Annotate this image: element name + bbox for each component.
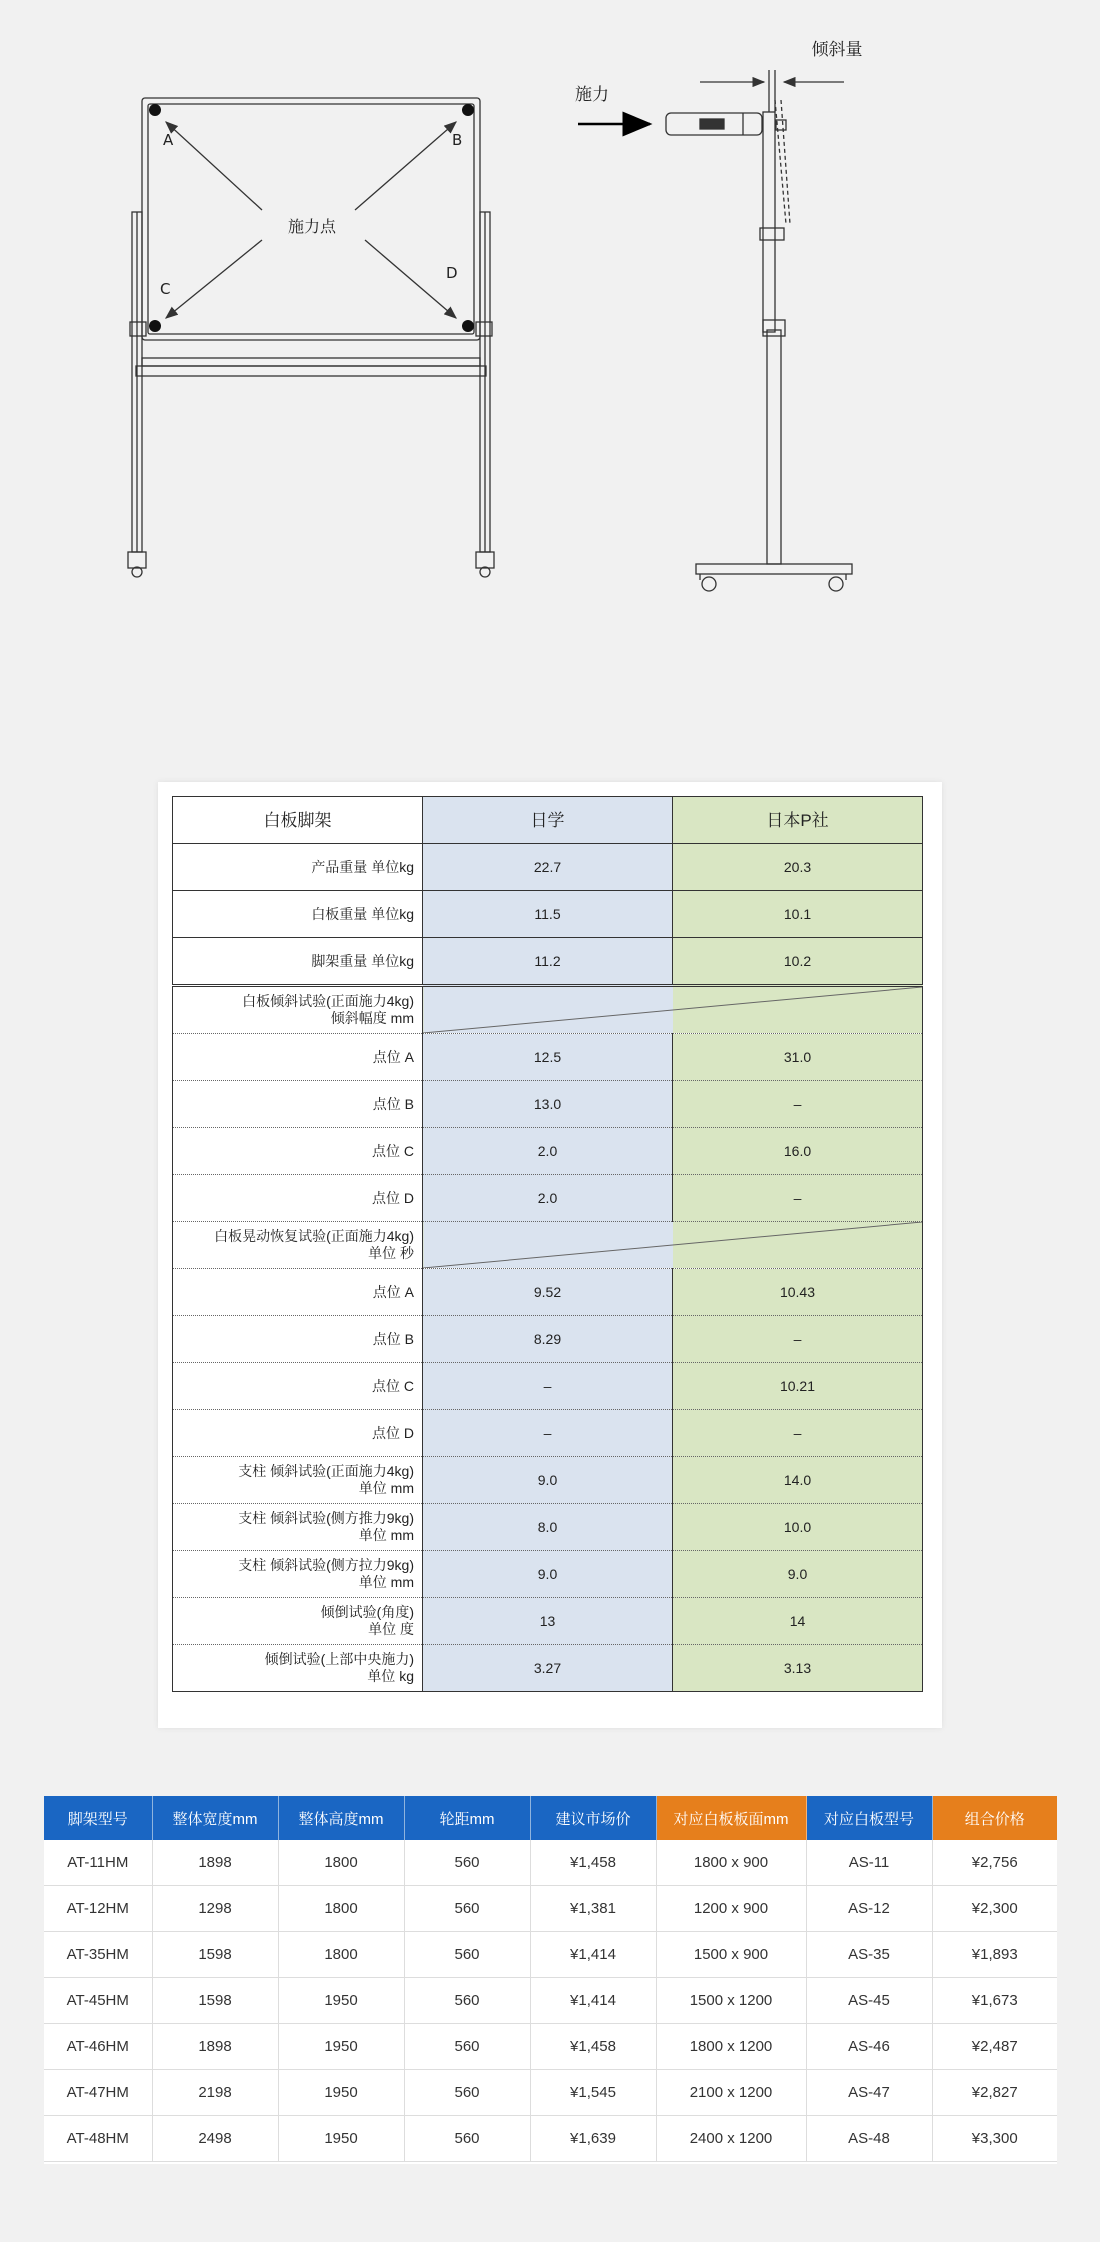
spec-cell: 560 <box>404 1978 530 2024</box>
comparison-row-label <box>173 1222 423 1269</box>
psha-value: – <box>673 1081 923 1128</box>
spec-cell: ¥1,639 <box>530 2116 656 2162</box>
comparison-row-label <box>173 1316 423 1363</box>
comparison-diagonal-cell <box>423 986 923 1034</box>
comparison-label-line: 点位 D <box>372 1424 414 1441</box>
comparison-row <box>173 1363 923 1410</box>
comparison-label-line: 单位 秒 <box>368 1245 414 1261</box>
comparison-label-line: 单位 mm <box>358 1574 414 1590</box>
spec-cell: ¥1,545 <box>530 2070 656 2116</box>
comparison-row <box>173 986 923 1034</box>
spec-cell: AT-35HM <box>44 1932 152 1978</box>
spec-cell: ¥2,756 <box>932 1840 1057 1886</box>
spec-cell: AS-45 <box>806 1978 932 2024</box>
comparison-row <box>173 1645 923 1692</box>
front-view <box>128 98 494 577</box>
comparison-label-line: 倾斜幅度 mm <box>330 1010 414 1026</box>
force-points-label: 施力点 <box>287 217 337 236</box>
spec-cell: 2400 x 1200 <box>656 2116 806 2162</box>
spec-cell: ¥1,458 <box>530 2024 656 2070</box>
comparison-row <box>173 1128 923 1175</box>
spec-cell: 1500 x 1200 <box>656 1978 806 2024</box>
spec-row <box>44 1886 1057 1932</box>
spec-cell: 1950 <box>278 2116 404 2162</box>
spec-cell: 1950 <box>278 2070 404 2116</box>
spec-cell: ¥1,414 <box>530 1932 656 1978</box>
psha-value: 9.0 <box>673 1551 923 1598</box>
spec-cell: 1200 x 900 <box>656 1886 806 1932</box>
nichigaku-value: 12.5 <box>423 1034 673 1081</box>
comparison-label-line: 点位 D <box>372 1189 414 1206</box>
spec-body <box>44 1840 1057 2162</box>
tilt-label: 倾斜量 <box>811 40 863 60</box>
spec-cell: 1800 <box>278 1886 404 1932</box>
spec-row <box>44 1840 1057 1886</box>
spec-cell: 1950 <box>278 1978 404 2024</box>
psha-value: 14 <box>673 1598 923 1645</box>
comparison-row-label <box>173 1034 423 1081</box>
nichigaku-value: 9.0 <box>423 1457 673 1504</box>
comparison-row-label <box>173 1598 423 1645</box>
comparison-table <box>172 796 923 1692</box>
comparison-row <box>173 938 923 986</box>
spec-cell: AS-11 <box>806 1840 932 1886</box>
comparison-row-label <box>173 1128 423 1175</box>
nichigaku-value: 11.5 <box>423 891 673 938</box>
psha-value: – <box>673 1316 923 1363</box>
spec-cell: 1500 x 900 <box>656 1932 806 1978</box>
spec-cell: 560 <box>404 2024 530 2070</box>
spec-cell: 560 <box>404 1932 530 1978</box>
psha-value: 31.0 <box>673 1034 923 1081</box>
spec-cell: 560 <box>404 1840 530 1886</box>
spec-cell: ¥2,487 <box>932 2024 1057 2070</box>
comparison-row <box>173 1034 923 1081</box>
point-c-label: C <box>160 280 171 298</box>
spec-header-cell: 对应白板板面mm <box>656 1796 806 1840</box>
comparison-row <box>173 1410 923 1457</box>
spec-header-cell: 整体宽度mm <box>152 1796 278 1840</box>
comparison-header-row <box>173 797 923 844</box>
diagonal-line <box>423 1222 922 1268</box>
spec-cell: 1800 <box>278 1840 404 1886</box>
comparison-row-label <box>173 1457 423 1504</box>
spec-cell: 1800 <box>278 1932 404 1978</box>
spec-header-cell: 整体高度mm <box>278 1796 404 1840</box>
spec-header-row <box>44 1796 1057 1840</box>
comparison-label-line: 点位 C <box>372 1377 414 1394</box>
comparison-label-line: 倾倒试验(上部中央施力) <box>264 1651 414 1667</box>
spec-row <box>44 2024 1057 2070</box>
psha-value: 14.0 <box>673 1457 923 1504</box>
spec-cell: 1298 <box>152 1886 278 1932</box>
spec-cell: AT-12HM <box>44 1886 152 1932</box>
comparison-row <box>173 844 923 891</box>
comparison-label-line: 支柱 倾斜试验(侧方推力9kg) <box>238 1510 414 1526</box>
nichigaku-value: 9.0 <box>423 1551 673 1598</box>
comparison-row <box>173 1457 923 1504</box>
spec-cell: AS-48 <box>806 2116 932 2162</box>
spec-cell: AT-48HM <box>44 2116 152 2162</box>
nichigaku-value: 13 <box>423 1598 673 1645</box>
comparison-label-line: 单位 mm <box>358 1480 414 1496</box>
comparison-label-line: 产品重量 单位kg <box>311 858 414 875</box>
comparison-body <box>173 797 923 1692</box>
comparison-label-line: 点位 A <box>372 1048 414 1065</box>
nichigaku-value: 9.52 <box>423 1269 673 1316</box>
comparison-row <box>173 1504 923 1551</box>
spec-cell: AS-12 <box>806 1886 932 1932</box>
spec-header-cell: 对应白板型号 <box>806 1796 932 1840</box>
comparison-label-line: 点位 B <box>372 1095 414 1112</box>
comparison-row <box>173 1551 923 1598</box>
whiteboard-stand-diagram <box>0 0 1100 620</box>
spec-cell: 560 <box>404 1886 530 1932</box>
point-b-label: B <box>452 131 463 149</box>
spec-header-cell: 轮距mm <box>404 1796 530 1840</box>
comparison-row-label <box>173 1269 423 1316</box>
spec-cell: 560 <box>404 2070 530 2116</box>
comparison-label-line: 单位 mm <box>358 1527 414 1543</box>
comparison-diagonal-cell <box>423 1222 923 1269</box>
comparison-row-label <box>173 1410 423 1457</box>
comparison-label-line: 点位 A <box>372 1283 414 1300</box>
comparison-label-line: 支柱 倾斜试验(侧方拉力9kg) <box>238 1557 414 1573</box>
comparison-label-line: 点位 B <box>372 1330 414 1347</box>
spec-cell: 1598 <box>152 1978 278 2024</box>
spec-row <box>44 1978 1057 2024</box>
spec-cell: ¥1,381 <box>530 1886 656 1932</box>
spec-row <box>44 1932 1057 1978</box>
comparison-row <box>173 1081 923 1128</box>
nichigaku-value: – <box>423 1363 673 1410</box>
comparison-label-line: 单位 kg <box>367 1668 414 1684</box>
spec-cell: ¥3,300 <box>932 2116 1057 2162</box>
psha-value: 10.43 <box>673 1269 923 1316</box>
comparison-row-label <box>173 844 423 891</box>
force-label: 施力 <box>575 85 609 105</box>
psha-value: 3.13 <box>673 1645 923 1692</box>
comparison-row <box>173 1598 923 1645</box>
spec-cell: 2198 <box>152 2070 278 2116</box>
nichigaku-value: 22.7 <box>423 844 673 891</box>
nichigaku-value: 3.27 <box>423 1645 673 1692</box>
comparison-row <box>173 1222 923 1269</box>
nichigaku-value: 8.29 <box>423 1316 673 1363</box>
comparison-row <box>173 891 923 938</box>
spec-header-cell: 组合价格 <box>932 1796 1057 1840</box>
psha-value: 10.1 <box>673 891 923 938</box>
nichigaku-value: 8.0 <box>423 1504 673 1551</box>
comparison-label-line: 点位 C <box>372 1142 414 1159</box>
comparison-label-line: 脚架重量 单位kg <box>311 952 414 969</box>
comparison-header-cell: 日学 <box>423 797 673 844</box>
diagonal-line <box>423 987 922 1033</box>
psha-value: 10.0 <box>673 1504 923 1551</box>
nichigaku-value: 2.0 <box>423 1128 673 1175</box>
psha-value: 10.2 <box>673 938 923 986</box>
comparison-row-label <box>173 891 423 938</box>
point-d-label: D <box>446 264 458 282</box>
spec-cell: ¥1,893 <box>932 1932 1057 1978</box>
comparison-label-line: 白板重量 单位kg <box>311 905 414 922</box>
comparison-row-label <box>173 1504 423 1551</box>
comparison-label-line: 支柱 倾斜试验(正面施力4kg) <box>238 1463 414 1479</box>
spec-cell: ¥2,827 <box>932 2070 1057 2116</box>
spec-row <box>44 2070 1057 2116</box>
comparison-row-label <box>173 1551 423 1598</box>
comparison-row-label <box>173 986 423 1034</box>
comparison-row-label <box>173 1175 423 1222</box>
comparison-row-label <box>173 938 423 986</box>
comparison-header-cell: 白板脚架 <box>173 797 423 844</box>
spec-cell: AT-46HM <box>44 2024 152 2070</box>
point-a-label: A <box>163 131 174 149</box>
psha-value: – <box>673 1175 923 1222</box>
comparison-label-line: 单位 度 <box>368 1621 414 1637</box>
comparison-row <box>173 1316 923 1363</box>
spec-cell: 1950 <box>278 2024 404 2070</box>
spec-cell: 560 <box>404 2116 530 2162</box>
spec-cell: AS-35 <box>806 1932 932 1978</box>
spec-table <box>44 1796 1057 2162</box>
spec-header-cell: 脚架型号 <box>44 1796 152 1840</box>
spec-cell: ¥1,458 <box>530 1840 656 1886</box>
comparison-card <box>158 782 942 1728</box>
nichigaku-value: 13.0 <box>423 1081 673 1128</box>
psha-value: 16.0 <box>673 1128 923 1175</box>
comparison-header-cell: 日本P社 <box>673 797 923 844</box>
spec-cell: 2498 <box>152 2116 278 2162</box>
spec-cell: ¥2,300 <box>932 1886 1057 1932</box>
nichigaku-value: 2.0 <box>423 1175 673 1222</box>
spec-cell: AT-45HM <box>44 1978 152 2024</box>
comparison-label-line: 倾倒试验(角度) <box>320 1604 414 1620</box>
spec-cell: 1800 x 1200 <box>656 2024 806 2070</box>
spec-card <box>44 1796 1057 2164</box>
nichigaku-value: – <box>423 1410 673 1457</box>
spec-cell: ¥1,414 <box>530 1978 656 2024</box>
comparison-row-label <box>173 1081 423 1128</box>
comparison-label-line: 白板倾斜试验(正面施力4kg) <box>242 993 414 1009</box>
spec-header-cell: 建议市场价 <box>530 1796 656 1840</box>
spec-cell: 1598 <box>152 1932 278 1978</box>
nichigaku-value: 11.2 <box>423 938 673 986</box>
spec-cell: AT-47HM <box>44 2070 152 2116</box>
spec-cell: 1800 x 900 <box>656 1840 806 1886</box>
spec-cell: AS-46 <box>806 2024 932 2070</box>
spec-cell: AS-47 <box>806 2070 932 2116</box>
spec-cell: 1898 <box>152 2024 278 2070</box>
comparison-row <box>173 1175 923 1222</box>
comparison-label-line: 白板晃动恢复试验(正面施力4kg) <box>214 1228 414 1244</box>
psha-value: 10.21 <box>673 1363 923 1410</box>
comparison-row-label <box>173 1645 423 1692</box>
spec-cell: 2100 x 1200 <box>656 2070 806 2116</box>
comparison-row-label <box>173 1363 423 1410</box>
comparison-row <box>173 1269 923 1316</box>
side-view <box>666 70 852 591</box>
spec-cell: 1898 <box>152 1840 278 1886</box>
psha-value: – <box>673 1410 923 1457</box>
spec-cell: AT-11HM <box>44 1840 152 1886</box>
spec-row <box>44 2116 1057 2162</box>
spec-cell: ¥1,673 <box>932 1978 1057 2024</box>
psha-value: 20.3 <box>673 844 923 891</box>
